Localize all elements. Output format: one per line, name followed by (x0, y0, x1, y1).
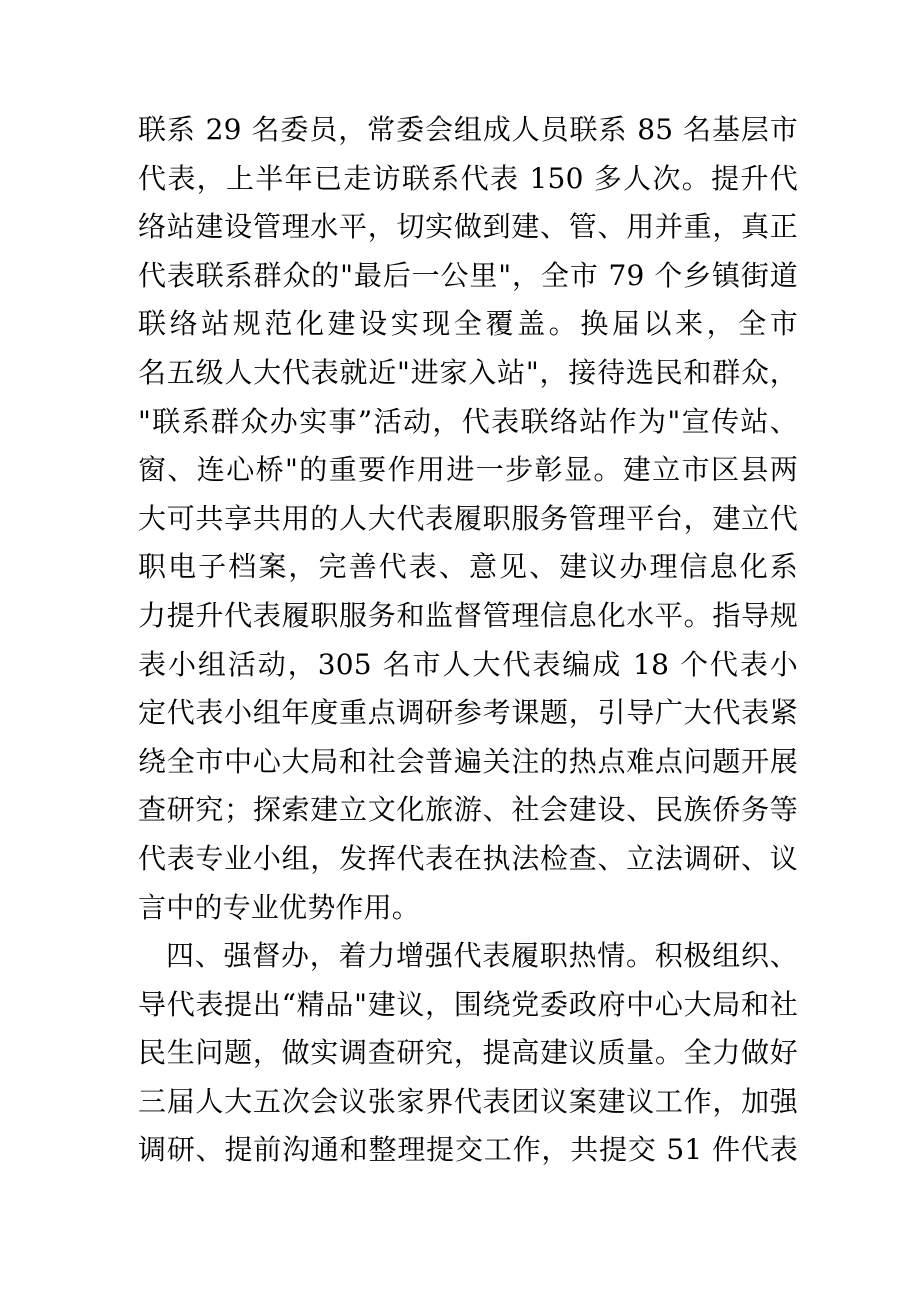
text-line: 名五级人大代表就近"进家入站"，接待选民和群众， (138, 355, 798, 389)
text-line: 大可共享共用的人大代表履职服务管理平台，建立代 (138, 501, 798, 535)
text-line: 联络站规范化建设实现全覆盖。换届以来，全市 (138, 307, 798, 341)
paragraph-start-line: 四、强督办，着力增强代表履职热情。积极组织、 (166, 939, 798, 973)
text-line: 绕全市中心大局和社会普遍关注的热点难点问题开展 (138, 744, 798, 778)
text-line: 定代表小组年度重点调研参考课题，引导广大代表紧 (138, 696, 798, 730)
paragraph-end-line: 言中的专业优势作用。 (138, 890, 421, 924)
text-line: 络站建设管理水平，切实做到建、管、用并重，真正 (138, 210, 798, 244)
text-line: 联系 29 名委员，常委会组成人员联系 85 名基层市 (138, 113, 798, 146)
text-line: 表小组活动，305 名市人大代表编成 18 个代表小 (138, 647, 798, 681)
text-line: 职电子档案，完善代表、意见、建议办理信息化系 (138, 550, 798, 584)
text-line: 调研、提前沟通和整理提交工作，共提交 51 件代表 (138, 1133, 798, 1167)
text-line: 代表专业小组，发挥代表在执法检查、立法调研、议 (138, 841, 798, 875)
text-line: 代表，上半年已走访联系代表 150 多人次。提升代 (138, 161, 798, 195)
text-line: 代表联系群众的"最后一公里"，全市 79 个乡镇街道 (138, 258, 798, 292)
text-line: 三届人大五次会议张家界代表团议案建议工作，加强 (138, 1084, 798, 1118)
text-line: 窗、连心桥"的重要作用进一步彰显。建立市区县两 (138, 453, 798, 487)
text-line: "联系群众办实事”活动，代表联络站作为"宣传站、 (138, 404, 798, 438)
body-text (138, 106, 798, 1175)
text-line: 导代表提出“精品"建议，围绕党委政府中心大局和社 (138, 987, 798, 1021)
text-line: 民生问题，做实调查研究，提高建议质量。全力做好 (138, 1036, 798, 1070)
text-line: 查研究；探索建立文化旅游、社会建设、民族侨务等 (138, 793, 798, 827)
text-line: 力提升代表履职服务和监督管理信息化水平。指导规 (138, 598, 798, 632)
